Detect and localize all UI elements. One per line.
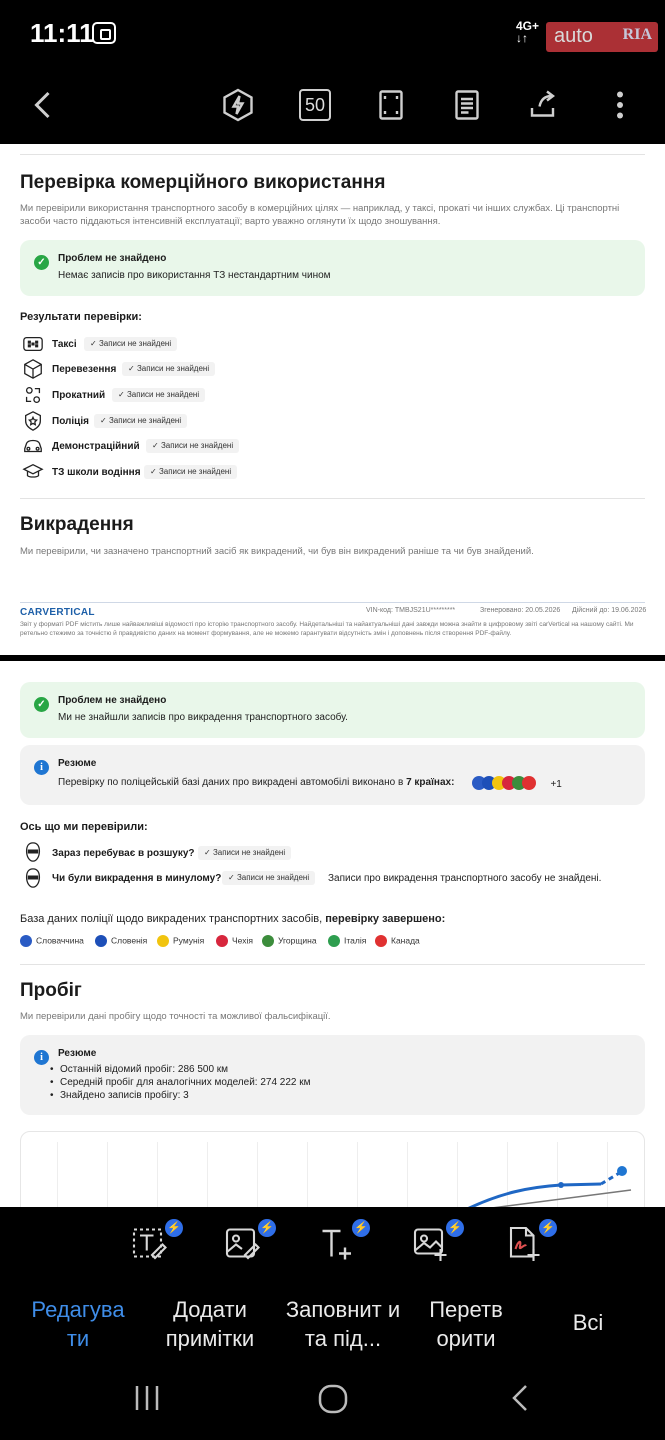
reading-mode-icon[interactable] — [443, 81, 491, 129]
bottom-panel — [0, 1207, 665, 1440]
theft-result-text: Ми не знайшли записів про викрадення транспортного засобу. — [58, 712, 348, 723]
divider — [20, 964, 645, 965]
pdf-sign-tool[interactable] — [505, 1219, 555, 1263]
status-badge: ✓ Записи не знайдені — [122, 362, 215, 376]
edit-text-tool[interactable] — [131, 1219, 181, 1263]
theft-title: Викрадення — [20, 514, 134, 535]
check-label-driving-school: ТЗ школи водіння — [52, 467, 141, 478]
share-icon[interactable] — [520, 81, 568, 129]
flag-icon — [328, 935, 340, 947]
page-count-button[interactable] — [291, 81, 339, 129]
home-icon[interactable] — [317, 1383, 349, 1415]
wanted-mask-icon — [22, 841, 44, 863]
mileage-bullet: • Знайдено записів пробігу: 3 — [60, 1090, 189, 1101]
tab-fill-sign[interactable]: Заповнит и та під... — [285, 1297, 401, 1351]
edit-text-icon — [131, 1225, 167, 1261]
more-options-icon[interactable] — [596, 81, 644, 129]
recent-apps-icon[interactable] — [132, 1383, 162, 1413]
country-italy: Італія — [328, 935, 366, 947]
flag-icon — [157, 935, 169, 947]
country-slovenia: Словенія — [95, 935, 147, 947]
tab-edit[interactable]: Редагува ти — [31, 1297, 125, 1351]
footer-generated: Згенеровано: 20.05.2026 — [480, 607, 561, 614]
edit-image-tool[interactable] — [224, 1219, 274, 1263]
screen-capture-icon — [92, 22, 116, 44]
divider — [20, 498, 645, 499]
commercial-title: Перевірка комерційного використання — [20, 172, 386, 193]
mileage-lines — [21, 1132, 646, 1207]
tab-add-notes[interactable]: Додати примітки — [165, 1297, 255, 1351]
footer-valid: Дійсний до: 19.06.2026 — [572, 607, 647, 614]
data-point — [558, 1182, 564, 1188]
info-icon: i — [34, 1050, 49, 1065]
country-hungary: Угорщина — [262, 935, 317, 947]
theft-result-box — [20, 682, 645, 738]
mileage-title: Пробіг — [20, 980, 82, 1001]
average-line — [461, 1190, 631, 1207]
check-label-demo: Демонстраційний — [52, 441, 140, 452]
box-icon — [22, 358, 44, 380]
lightning-hexagon-icon[interactable] — [214, 81, 262, 129]
theft-summary-box — [20, 745, 645, 805]
country-flags — [472, 774, 562, 792]
pdf-sign-icon — [505, 1225, 541, 1261]
check-label-rental: Прокатний — [52, 390, 106, 401]
document-page-2 — [0, 661, 665, 1207]
carvertical-logo: CARVERTICAL — [20, 607, 95, 618]
country-czechia: Чехія — [216, 935, 253, 947]
back-icon[interactable] — [20, 81, 68, 129]
mileage-summary-title: Резюме — [58, 1048, 97, 1059]
police-badge-icon — [22, 410, 44, 432]
status-badge: ✓ Записи не знайдені — [198, 846, 291, 860]
edit-image-icon — [224, 1225, 260, 1261]
thief-mask-icon — [22, 867, 44, 889]
past-theft-note: Записи про викрадення транспортного засобу не знайдені. — [328, 873, 602, 884]
summary-text: Перевірку по поліцейській базі даних про викрадені автомобілі виконано в 7 країнах: — [58, 777, 455, 788]
viewer-toolbar — [0, 68, 665, 144]
status-badge: ✓ Записи не знайдені — [144, 465, 237, 479]
document-page-1 — [0, 144, 665, 655]
car-icon — [22, 435, 44, 457]
police-db-text: База даних поліції щодо викрадених транспортних засобів, перевірку завершено: — [20, 913, 446, 925]
check-label-police: Поліція — [52, 416, 89, 427]
commercial-result-box — [20, 240, 645, 296]
nav-back-icon[interactable] — [506, 1383, 536, 1413]
footer-vin: VIN-код: TMBJS21U********* — [366, 607, 456, 614]
flag-icon — [522, 776, 536, 790]
flag-icon — [216, 935, 228, 947]
mileage-description: Ми перевірили дані пробігу щодо точності та можливої фальсифікації. — [20, 1011, 331, 1022]
check-label-wanted: Зараз перебуває в розшуку? — [52, 848, 195, 859]
status-badge: ✓ Записи не знайдені — [94, 414, 187, 428]
flag-icon — [95, 935, 107, 947]
check-label-past-theft: Чи були викрадення в минулому? — [52, 873, 222, 884]
premium-bolt-icon: ⚡ — [258, 1219, 276, 1237]
mileage-bullet: • Останній відомий пробіг: 286 500 км — [60, 1064, 228, 1075]
theft-description: Ми перевірили, чи зазначено транспортний засіб як викрадений, чи був він викрадений раніше та чи був знайдений. — [20, 546, 534, 557]
tab-convert[interactable]: Перетв орити — [429, 1297, 503, 1351]
clock: 11:11 — [30, 18, 94, 48]
checked-heading: Ось що ми перевірили: — [20, 821, 148, 833]
check-label-transport: Перевезення — [52, 364, 117, 375]
check-circle-icon: ✓ — [34, 255, 49, 270]
country-canada: Канада — [375, 935, 420, 947]
mileage-bullet: • Середній пробіг для аналогічних моделей: 274 222 км — [60, 1077, 311, 1088]
add-image-icon — [412, 1225, 448, 1261]
fit-screen-icon[interactable] — [367, 81, 415, 129]
status-badge: ✓ Записи не знайдені — [146, 439, 239, 453]
info-marker-icon[interactable] — [617, 1166, 627, 1176]
premium-bolt-icon: ⚡ — [165, 1219, 183, 1237]
page-count-label: 50 — [299, 89, 331, 121]
premium-bolt-icon: ⚡ — [352, 1219, 370, 1237]
tab-all[interactable]: Всі — [572, 1310, 604, 1335]
add-text-tool[interactable] — [318, 1219, 368, 1263]
flag-icon — [375, 935, 387, 947]
summary-title: Резюме — [58, 758, 97, 769]
mileage-chart — [20, 1131, 645, 1207]
status-badge: ✓ Записи не знайдені — [222, 871, 315, 885]
network-indicator: 4G+ ↓↑ — [516, 19, 540, 45]
check-circle-icon: ✓ — [34, 697, 49, 712]
more-countries: +1 — [550, 779, 562, 790]
status-badge: ✓ Записи не знайдені — [84, 337, 177, 351]
check-label-taxi: Таксі — [52, 339, 77, 350]
flag-icon — [20, 935, 32, 947]
rental-icon — [22, 384, 44, 406]
add-text-icon — [318, 1225, 354, 1261]
overlay-logo: auto RIA — [546, 22, 658, 52]
status-bar — [0, 0, 665, 68]
graduation-cap-icon — [22, 461, 44, 483]
taxi-icon — [22, 333, 44, 355]
country-romania: Румунія — [157, 935, 204, 947]
commercial-result-title: Проблем не знайдено — [58, 253, 167, 264]
commercial-description: Ми перевірили використання транспортного засобу в комерційних цілях — наприклад, у таксі, прокаті чи інших службах. Ці транспортні засоби часто піддаються інтенсивній експлуатації; варто уважно оглянути їх щодо зношування. — [20, 203, 620, 227]
mileage-summary-box — [20, 1035, 645, 1115]
premium-bolt-icon: ⚡ — [446, 1219, 464, 1237]
footer-divider — [20, 602, 645, 603]
footer-text: Звіт у форматі PDF містить лише найважливіші відомості про історію транспортного засобу. Найдетальніші та найактуальніші дані завжди можна знайти в цифровому звіті carVertical на нашому сайті. Ми ретельно стежимо за точністю й правдивістю даних на момент формування, але не можемо гарантувати відсутність змін і доповнень після створення PDF-файлу. — [20, 621, 634, 637]
flag-icon — [262, 935, 274, 947]
theft-result-title: Проблем не знайдено — [58, 695, 167, 706]
add-image-tool[interactable] — [412, 1219, 462, 1263]
country-slovakia: Словаччина — [20, 935, 84, 947]
premium-bolt-icon: ⚡ — [539, 1219, 557, 1237]
divider — [20, 154, 645, 155]
info-icon: i — [34, 760, 49, 775]
status-badge: ✓ Записи не знайдені — [112, 388, 205, 402]
commercial-result-text: Немає записів про використання ТЗ нестандартним чином — [58, 270, 331, 281]
results-heading: Результати перевірки: — [20, 311, 142, 323]
